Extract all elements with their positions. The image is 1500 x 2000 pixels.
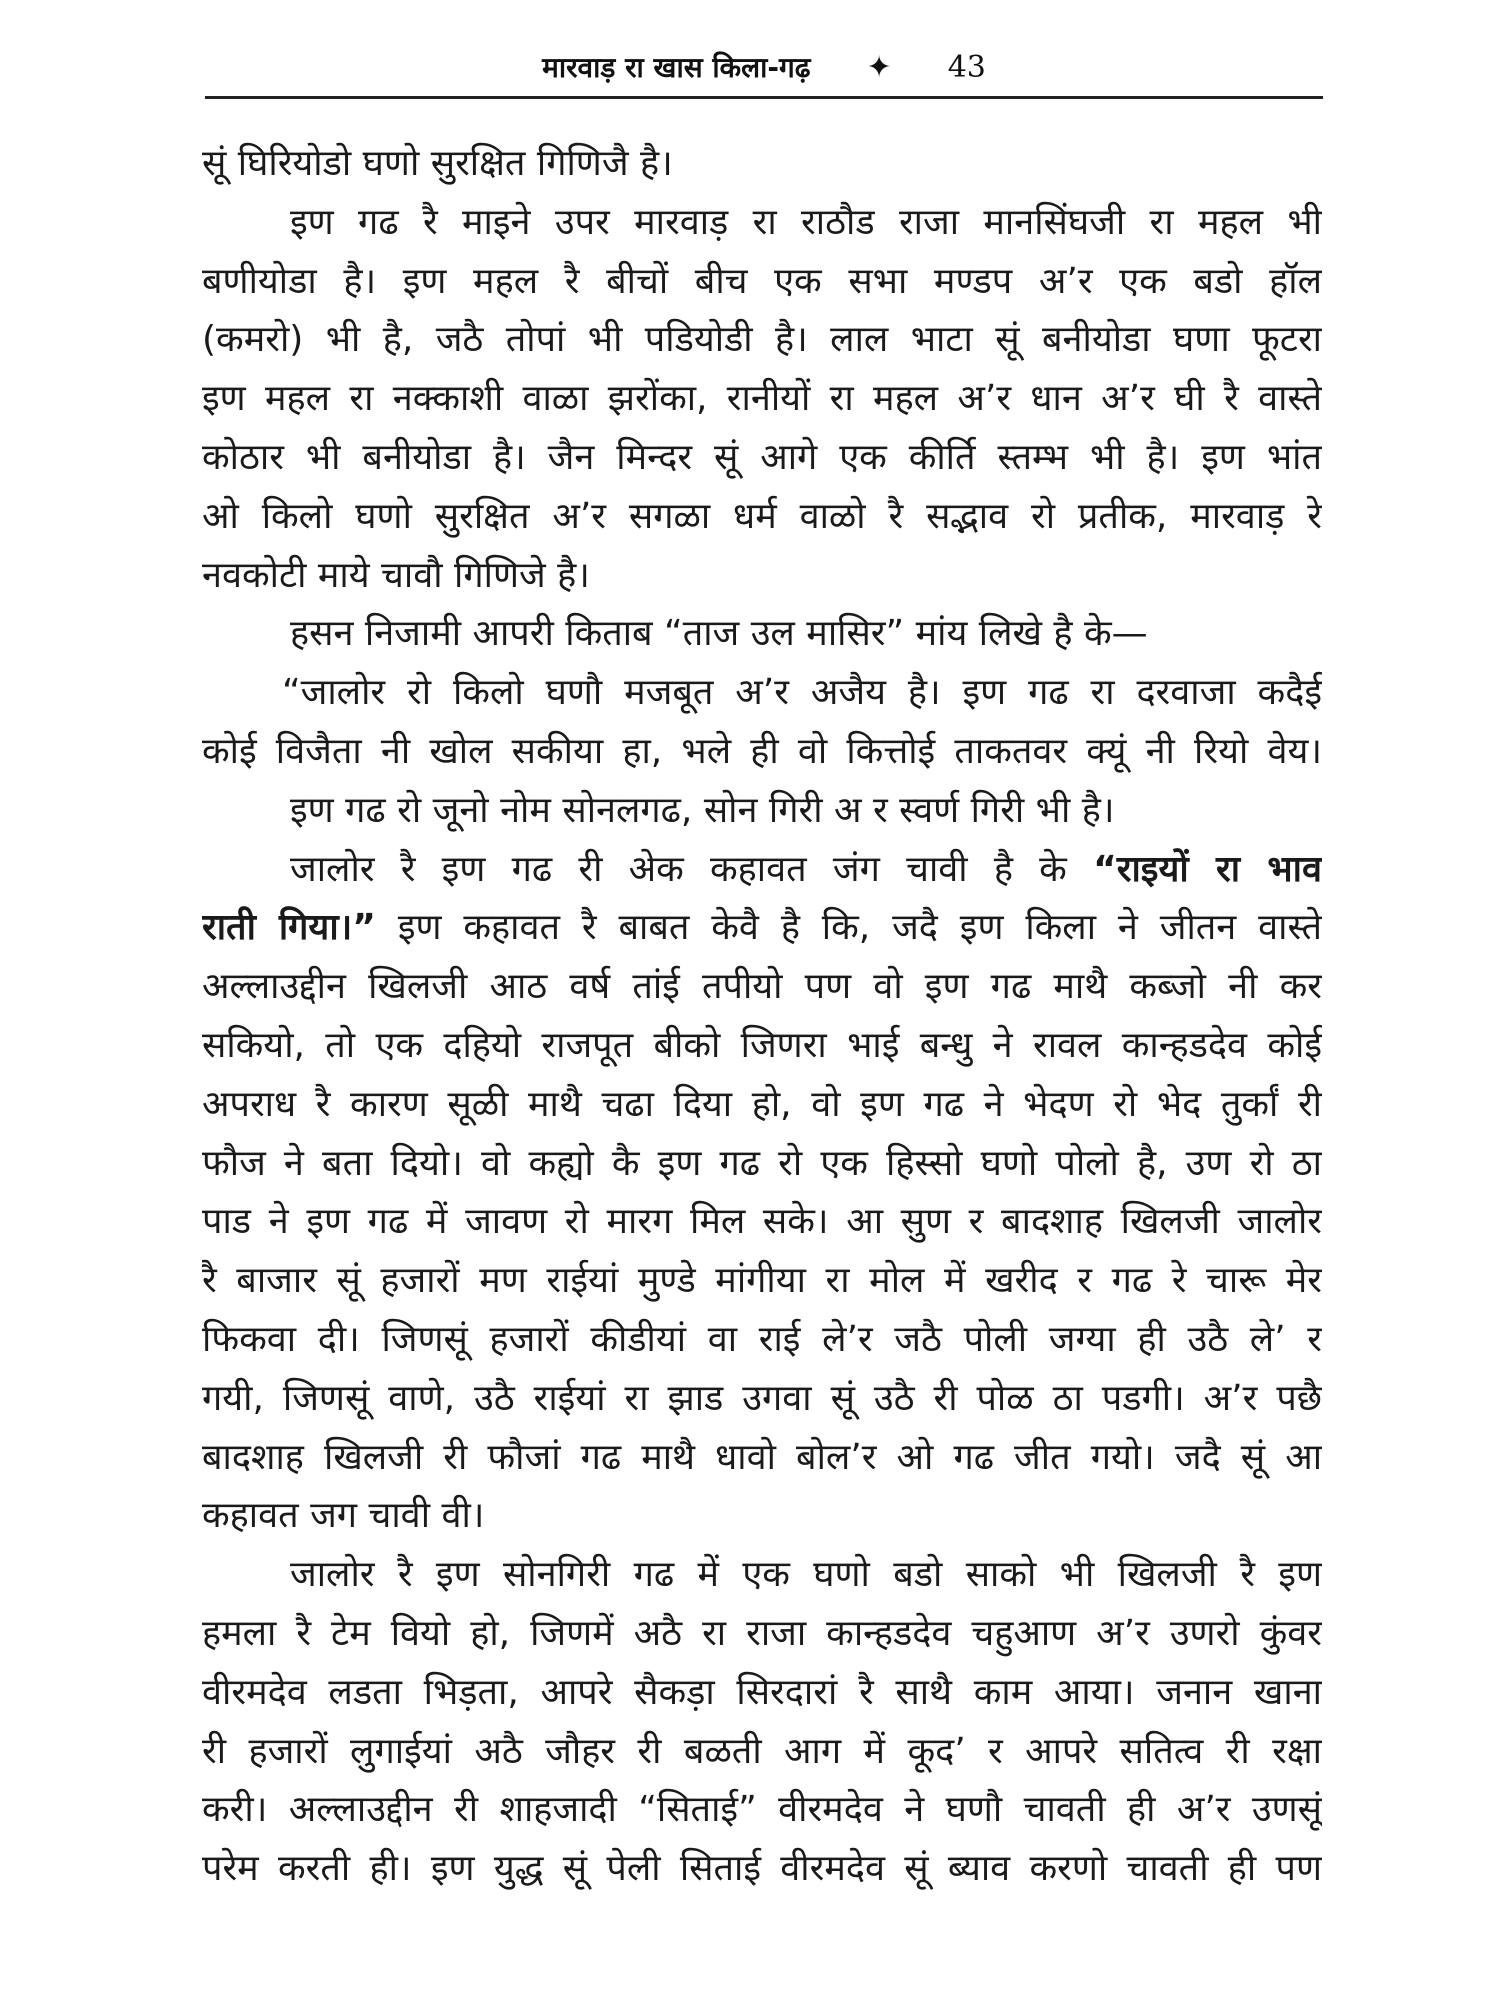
quote-line: कोई विजैता नी खोल सकीया हा, भले ही वो कित्तोई ताकतवर क्यूं नी रियो वेय।	[202, 730, 1322, 772]
text-line: कहावत जग चावी वी।	[202, 1495, 485, 1537]
text-line: करी। अल्लाउद्दीन री शाहजादी “सिताई” वीरमदेव ने घणौ चावती ही अ’र उणसूं	[202, 1789, 1322, 1831]
text-line: वीरमदेव लडता भिड़ता, आपरे सैकड़ा सिरदारां रै साथै काम आया। जनान खाना	[202, 1671, 1322, 1713]
proverb-bold: “राइयों रा भाव	[1093, 848, 1322, 890]
body-text	[202, 135, 1322, 1899]
text-line: बणीयोडा है। इण महल रै बीचों बीच एक सभा मण्डप अ’र एक बडो हॉल	[202, 260, 1322, 302]
text-line: हसन निजामी आपरी किताब “ताज उल मासिर” मांय लिखे है के—	[290, 613, 1148, 655]
page-number: 43	[947, 49, 986, 85]
text-line: परेम करती ही। इण युद्ध सूं पेली सिताई वीरमदेव सूं ब्याव करणो चावती ही पण	[202, 1848, 1322, 1890]
text-segment: जालोर रै इण गढ री अेक कहावत जंग चावी है के	[290, 848, 1067, 890]
text-line: पाड ने इण गढ में जावण रो मारग मिल सके। आ सुण र बादशाह खिलजी जालोर	[202, 1201, 1322, 1243]
header-rule	[205, 96, 1323, 99]
text-line: जालोर रै इण सोनगिरी गढ में एक घणो बडो साको भी खिलजी रै इण	[290, 1554, 1322, 1596]
text-line: गयी, जिणसूं वाणे, उठै राईयां रा झाड उगवा सूं उठै री पोळ ठा पडगी। अ’र पछै	[202, 1377, 1322, 1419]
text-line	[202, 899, 1322, 958]
text-line: इण गढ रो जूनो नोम सोनलगढ, सोन गिरी अ र स्वर्ण गिरी भी है।	[290, 789, 1115, 831]
text-line: सकियो, तो एक दहियो राजपूत बीको जिणरा भाई बन्धु ने रावल कान्हडदेव कोई	[202, 1024, 1322, 1066]
text-line: फिकवा दी। जिणसूं हजारों कीडीयां वा राई ले’र जठै पोली जग्या ही उठै ले’ र	[202, 1318, 1322, 1360]
text-line: ओ किलो घणो सुरक्षित अ’र सगळा धर्म वाळो रै सद्भाव रो प्रतीक, मारवाड़ रे	[202, 495, 1322, 537]
text-line: फौज ने बता दियो। वो कह्यो कै इण गढ रो एक हिस्सो घणो पोलो है, उण रो ठा	[202, 1142, 1322, 1184]
text-line: रै बाजार सूं हजारों मण राईयां मुण्डे मांगीया रा मोल में खरीद र गढ रे चारू मेर	[202, 1260, 1322, 1302]
running-header	[205, 42, 1323, 92]
star-ornament-icon: ✦	[866, 49, 892, 85]
text-line: नवकोटी माये चावौ गिणिजे है।	[202, 554, 590, 596]
text-line: हमला रै टेम वियो हो, जिणमें अठै रा राजा कान्हडदेव चहुआण अ’र उणरो कुंवर	[202, 1612, 1322, 1654]
text-line	[202, 841, 1322, 900]
proverb-bold: राती गिया।”	[202, 907, 376, 949]
text-line: अल्लाउद्दीन खिलजी आठ वर्ष तांई तपीयो पण वो इण गढ माथै कब्जो नी कर	[202, 966, 1322, 1008]
quote-line: “जालोर रो किलो घणौ मजबूत अ’र अजैय है। इण गढ रा दरवाजा कदैई	[282, 672, 1322, 714]
text-line: बादशाह खिलजी री फौजां गढ माथै धावो बोल’र ओ गढ जीत गयो। जदै सूं आ	[202, 1436, 1322, 1478]
text-line: सूं घिरियोडो घणो सुरक्षित गिणिजै है।	[202, 143, 673, 184]
text-line: इण महल रा नक्काशी वाळा झरोंका, रानीयों रा महल अ’र धान अ’र घी रै वास्ते	[202, 378, 1322, 420]
text-line: (कमरो) भी है, जठै तोपां भी पडियोडी है। लाल भाटा सूं बनीयोडा घणा फूटरा	[202, 319, 1322, 361]
text-line: कोठार भी बनीयोडा है। जैन मिन्दर सूं आगे एक कीर्ति स्तम्भ भी है। इण भांत	[202, 436, 1322, 478]
header-title: मारवाड़ रा खास किला-गढ़	[542, 51, 811, 84]
text-segment: इण कहावत रै बाबत केवै है कि, जदै इण किला ने जीतन वास्ते	[397, 907, 1322, 949]
text-line: इण गढ रै माइने उपर मारवाड़ रा राठौड राजा मानसिंघजी रा महल भी	[290, 201, 1322, 243]
text-line: री हजारों लुगाईयां अठै जौहर री बळती आग में कूद’ र आपरे सतित्व री रक्षा	[202, 1730, 1322, 1772]
text-line: अपराध रै कारण सूळी माथै चढा दिया हो, वो इण गढ ने भेदण रो भेद तुर्कां री	[202, 1083, 1322, 1125]
